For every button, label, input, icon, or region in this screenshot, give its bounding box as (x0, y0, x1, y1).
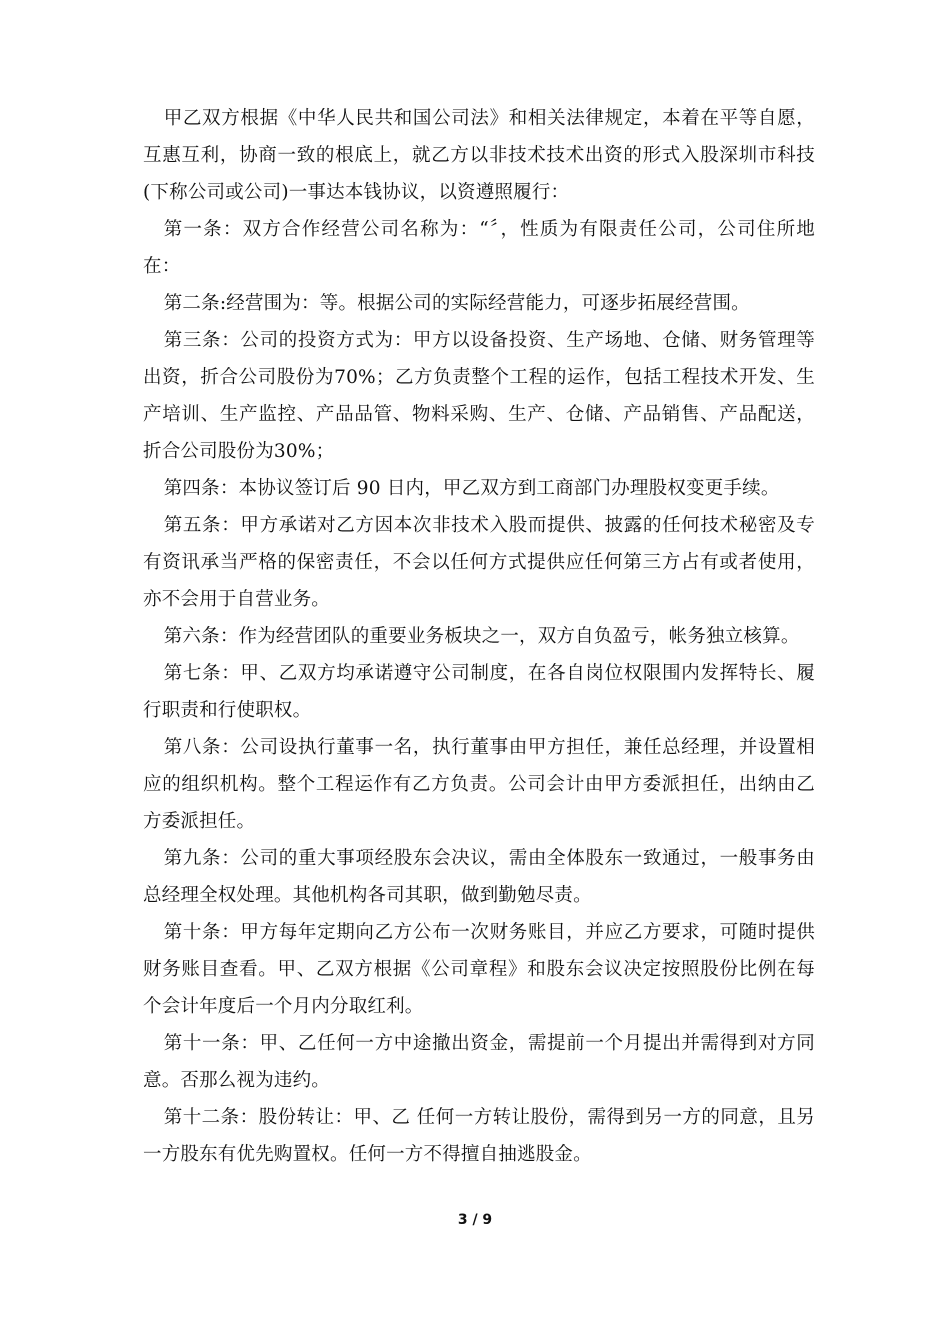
article-1-paragraph: 第一条：双方合作经营公司名称为：“〞，性质为有限责任公司，公司住所地在： (143, 219, 815, 277)
article-12-paragraph: 第十二条：股份转让：甲、乙 任何一方转让股份，需得到另一方的同意，且另一方股东有优先购置权。任何一方不得擅自抽逃股金。 (143, 1107, 815, 1165)
article-2-paragraph: 第二条:经营围为：等。根据公司的实际经营能力，可逐步拓展经营围。 (163, 293, 750, 314)
article-4-paragraph: 第四条：本协议签订后 90 日内，甲乙双方到工商部门办理股权变更手续。 (163, 478, 780, 499)
article-11-paragraph: 第十一条：甲、乙任何一方中途撤出资金，需提前一个月提出并需得到对方同意。否那么视为违约。 (143, 1033, 815, 1091)
article-8-paragraph: 第八条：公司设执行董事一名，执行董事由甲方担任，兼任总经理，并设置相应的组织机构。整个工程运作有乙方负责。公司会计由甲方委派担任，出纳由乙方委派担任。 (143, 737, 815, 832)
article-9-paragraph: 第九条：公司的重大事项经股东会决议，需由全体股东一致通过，一般事务由总经理全权处理。其他机构各司其职，做到勤勉尽责。 (143, 848, 815, 906)
article-7-paragraph: 第七条：甲、乙双方均承诺遵守公司制度，在各自岗位权限围内发挥特长、履行职责和行使职权。 (143, 663, 815, 721)
article-3-paragraph: 第三条：公司的投资方式为：甲方以设备投资、生产场地、仓储、财务管理等出资，折合公司股份为70%；乙方负责整个工程的运作，包括工程技术开发、生产培训、生产监控、产品品管、物料采购、生产、仓储、产品销售、产品配送，折合公司股份为30%； (143, 330, 815, 462)
article-10-paragraph: 第十条：甲方每年定期向乙方公布一次财务账目，并应乙方要求，可随时提供财务账目查看。甲、乙双方根据《公司章程》和股东会议决定按照股份比例在每个会计年度后一个月内分取红利。 (143, 922, 815, 1017)
article-6-paragraph: 第六条：作为经营团队的重要业务板块之一，双方自负盈亏，帐务独立核算。 (163, 626, 800, 647)
page-number: 3 / 9 (457, 1212, 493, 1228)
article-5-paragraph: 第五条：甲方承诺对乙方因本次非技术入股而提供、披露的任何技术秘密及专有资讯承当严格的保密责任，不会以任何方式提供应任何第三方占有或者使用，亦不会用于自营业务。 (143, 515, 815, 610)
intro-paragraph: 甲乙双方根据《中华人民共和国公司法》和相关法律规定，本着在平等自愿，互惠互利，协商一致的根底上，就乙方以非技术技术出资的形式入股深圳市科技(下称公司或公司)一事达本钱协议，以资遵照履行： (143, 108, 815, 203)
agreement-body (143, 100, 815, 1173)
